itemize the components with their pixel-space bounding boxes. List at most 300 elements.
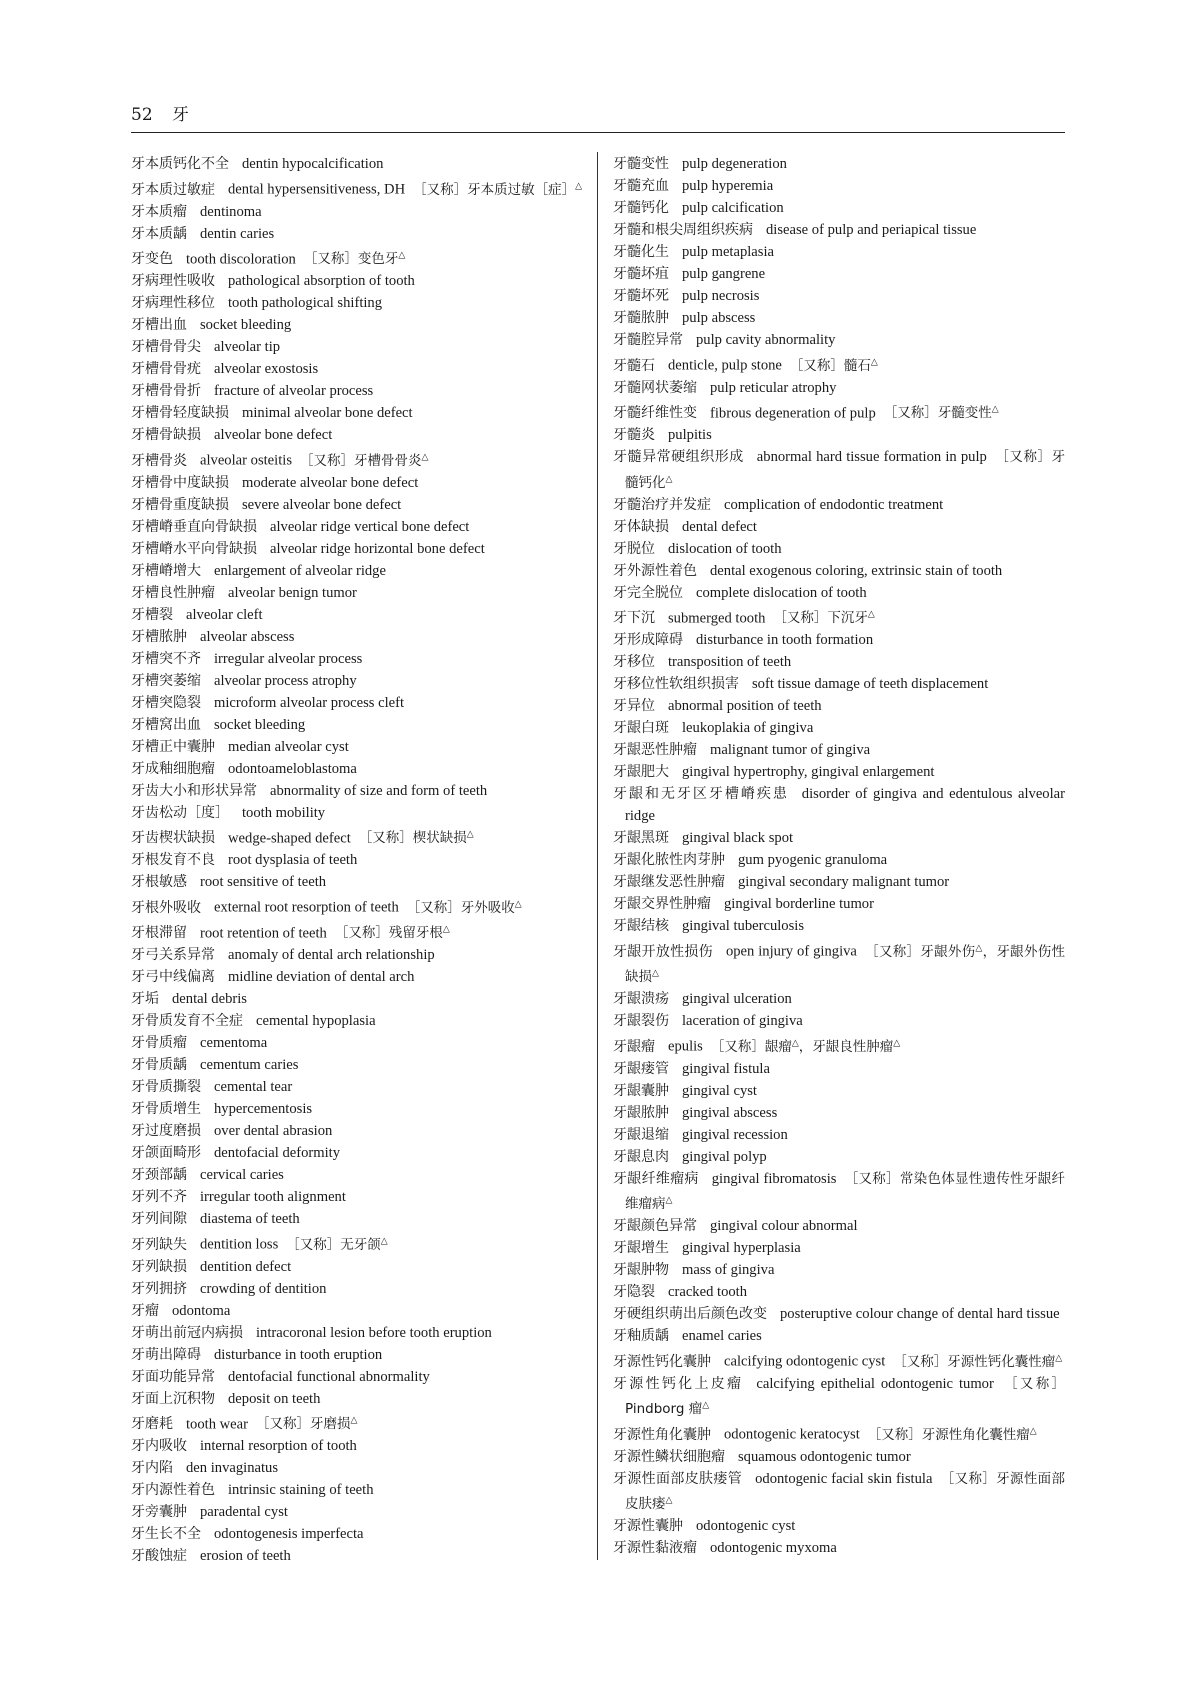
term-chinese: 牙列不齐 (131, 1189, 187, 1205)
glossary-entry (131, 175, 583, 201)
term-chinese: 牙移位 (613, 654, 655, 670)
term-chinese: 牙槽裂 (131, 606, 173, 623)
glossary-entry (131, 648, 583, 670)
term-english: dentin caries (200, 225, 275, 242)
glossary-entry (131, 402, 583, 424)
term-chinese: 牙面功能异常 (131, 1368, 215, 1385)
term-chinese: 牙源性鳞状细胞瘤 (613, 1448, 725, 1465)
glossary-entry (613, 1102, 1065, 1124)
term-chinese: 牙垢 (131, 991, 159, 1007)
term-chinese: 牙髓纤维性变 (613, 405, 697, 421)
term-english: cementum caries (200, 1057, 299, 1073)
term-english: hypercementosis (214, 1101, 313, 1117)
term-chinese: 牙骨质发育不全症 (131, 1013, 243, 1029)
glossary-entry (613, 1010, 1065, 1032)
term-chinese: 牙根滞留 (131, 925, 187, 941)
term-chinese: 牙齿大小和形状异常 (131, 782, 257, 799)
term-english: dentofacial deformity (214, 1145, 341, 1161)
term-chinese: 牙槽骨骨疣 (131, 361, 201, 377)
glossary-entry (131, 380, 583, 402)
glossary-entry (613, 1237, 1065, 1259)
page-number: 52 (131, 105, 153, 125)
glossary-entry (613, 516, 1065, 538)
term-chinese: 牙髓钙化 (613, 200, 669, 216)
page-header (131, 104, 1065, 133)
term-english: fracture of alveolar process (214, 383, 374, 399)
term-chinese: 牙本质龋 (131, 225, 187, 242)
term-english: calcifying epithelial odontogenic tumor (756, 1375, 994, 1392)
glossary-entry (131, 758, 583, 780)
term-english: tooth discoloration (186, 251, 296, 267)
glossary-entry (131, 472, 583, 494)
glossary-entry (131, 201, 583, 223)
glossary-entry (131, 893, 583, 919)
term-alias: ［又称］无牙颌△ (286, 1236, 388, 1253)
page-title: 牙 (172, 105, 190, 125)
glossary-entry (131, 692, 583, 714)
term-chinese: 牙龈继发恶性肿瘤 (613, 874, 725, 890)
term-english: alveolar exostosis (214, 361, 319, 377)
glossary-entry (613, 937, 1065, 988)
term-chinese: 牙龈白斑 (613, 720, 669, 736)
term-chinese: 牙髓坏死 (613, 288, 669, 304)
term-chinese: 牙龈化脓性肉芽肿 (613, 852, 725, 868)
term-chinese: 牙形成障碍 (613, 632, 683, 648)
term-chinese: 牙龈恶性肿瘤 (613, 742, 697, 758)
term-english: tooth mobility (242, 804, 326, 821)
term-chinese: 牙移位性软组织损害 (613, 676, 739, 692)
glossary-entry (613, 285, 1065, 307)
term-english: pulpitis (668, 427, 712, 443)
glossary-entry (613, 717, 1065, 739)
term-alias: ［又称］牙本质过敏［症］△ (413, 181, 583, 198)
term-chinese: 牙本质钙化不全 (131, 156, 229, 172)
glossary-entry (613, 351, 1065, 377)
term-chinese: 牙变色 (131, 251, 173, 267)
glossary-entry (613, 446, 1065, 494)
glossary-entry (613, 1446, 1065, 1468)
term-alias: ［又称］下沉牙△ (773, 609, 875, 626)
glossary-entry (131, 1054, 583, 1076)
term-chinese: 牙骨质龋 (131, 1057, 187, 1073)
term-english: gingival fibromatosis (711, 1170, 837, 1187)
glossary-entry (131, 1479, 583, 1501)
term-chinese: 牙生长不全 (131, 1526, 201, 1542)
glossary-entry (131, 1344, 583, 1366)
term-chinese: 牙颌面畸形 (131, 1145, 201, 1161)
term-chinese: 牙磨耗 (131, 1416, 173, 1432)
term-chinese: 牙弓中线偏离 (131, 969, 215, 985)
glossary-entry (613, 1325, 1065, 1347)
glossary-entry (131, 494, 583, 516)
term-chinese: 牙龈瘤 (613, 1038, 655, 1055)
term-english: disturbance in tooth formation (696, 632, 874, 648)
glossary-entry (131, 736, 583, 758)
term-chinese: 牙槽窝出血 (131, 716, 201, 733)
term-chinese: 牙弓关系异常 (131, 947, 215, 963)
term-english: root sensitive of teeth (200, 874, 327, 890)
glossary-entry (131, 1300, 583, 1322)
term-english: irregular alveolar process (214, 650, 363, 667)
term-chinese: 牙源性角化囊肿 (613, 1426, 711, 1443)
glossary-entry (131, 1523, 583, 1545)
term-english: dislocation of tooth (668, 540, 782, 557)
term-chinese: 牙髓石 (613, 357, 655, 374)
term-english: odontoma (172, 1302, 231, 1319)
glossary-entry (131, 802, 583, 824)
glossary-entry (613, 1537, 1065, 1559)
glossary-entry (131, 871, 583, 893)
term-english: posteruptive colour change of dental hard tissue (780, 1306, 1060, 1322)
term-chinese: 牙异位 (613, 698, 655, 714)
term-alias: ［又称］龈瘤△，牙龈良性肿瘤△ (710, 1038, 901, 1055)
term-chinese: 牙釉质龋 (613, 1328, 669, 1344)
term-chinese: 牙龈脓肿 (613, 1104, 669, 1121)
term-chinese: 牙齿松动［度］ (131, 804, 229, 821)
term-chinese: 牙成釉细胞瘤 (131, 760, 215, 777)
term-english: root retention of teeth (200, 925, 327, 941)
glossary-entry (613, 307, 1065, 329)
term-chinese: 牙髓坏疽 (613, 266, 669, 282)
glossary-entry (613, 1080, 1065, 1102)
term-english: malignant tumor of gingiva (710, 742, 871, 758)
term-chinese: 牙龈和无牙区牙槽嵴疾患 (613, 786, 789, 802)
term-english: odontogenesis imperfecta (214, 1526, 364, 1542)
term-chinese: 牙源性囊肿 (613, 1518, 683, 1534)
term-chinese: 牙颈部龋 (131, 1167, 187, 1183)
term-english: dentition loss (200, 1236, 279, 1253)
glossary-entry (613, 629, 1065, 651)
term-chinese: 牙列拥挤 (131, 1280, 187, 1297)
term-english: enamel caries (682, 1328, 762, 1344)
term-alias: ［又称］髓石△ (789, 357, 878, 374)
term-english: odontoameloblastoma (228, 760, 357, 777)
term-english: pathological absorption of tooth (228, 273, 415, 289)
glossary-entry (131, 358, 583, 380)
glossary-entry (131, 1322, 583, 1344)
glossary-entry (613, 1146, 1065, 1168)
glossary-entry (613, 329, 1065, 351)
term-chinese: 牙槽突萎缩 (131, 672, 201, 689)
term-chinese: 牙列缺损 (131, 1258, 187, 1275)
term-english: abnormality of size and form of teeth (270, 782, 488, 799)
term-alias: ［又称］牙源性钙化囊性瘤△ (893, 1353, 1063, 1370)
term-english: cervical caries (200, 1167, 284, 1183)
term-english: microform alveolar process cleft (214, 694, 405, 711)
term-chinese: 牙髓异常硬组织形成 (613, 449, 744, 465)
term-english: alveolar benign tumor (228, 584, 357, 601)
glossary-entry (613, 263, 1065, 285)
glossary-entry (131, 1142, 583, 1164)
term-english: complication of endodontic treatment (724, 496, 944, 513)
glossary-entry (131, 780, 583, 802)
glossary-entry (613, 871, 1065, 893)
term-chinese: 牙龈瘘管 (613, 1060, 669, 1077)
glossary-entry (131, 1230, 583, 1256)
term-chinese: 牙旁囊肿 (131, 1504, 187, 1520)
term-alias: ［又称］变色牙△ (303, 250, 406, 267)
term-chinese: 牙病理性移位 (131, 295, 215, 311)
term-english: dental hypersensitiveness, DH (228, 181, 406, 198)
term-english: gingival borderline tumor (724, 896, 874, 912)
glossary-entry (131, 824, 583, 850)
term-english: laceration of gingiva (682, 1013, 803, 1029)
glossary-entry (131, 424, 583, 446)
glossary-entry (131, 604, 583, 626)
glossary-entry (613, 915, 1065, 937)
glossary-entry (613, 560, 1065, 582)
term-english: minimal alveolar bone defect (242, 405, 413, 421)
term-english: moderate alveolar bone defect (242, 474, 419, 491)
glossary-entry (613, 1259, 1065, 1281)
term-chinese: 牙下沉 (613, 610, 655, 626)
term-english: dental defect (682, 518, 757, 535)
term-chinese: 牙髓化生 (613, 244, 669, 260)
glossary-entry (131, 626, 583, 648)
glossary-entry (131, 1501, 583, 1523)
glossary-entry (131, 1457, 583, 1479)
glossary-entry (131, 1366, 583, 1388)
term-english: over dental abrasion (214, 1123, 333, 1139)
term-chinese: 牙内吸收 (131, 1438, 187, 1454)
term-chinese: 牙槽脓肿 (131, 628, 187, 645)
term-english: enlargement of alveolar ridge (214, 562, 386, 579)
glossary-entry (131, 1388, 583, 1410)
term-english: disorder of gingiva and edentulous alveolar ridge (625, 786, 1065, 824)
term-chinese: 牙槽骨轻度缺损 (131, 405, 229, 421)
term-english: gingival colour abnormal (710, 1218, 858, 1234)
glossary-entry (613, 651, 1065, 673)
term-chinese: 牙硬组织萌出后颜色改变 (613, 1306, 767, 1322)
term-english: abnormal hard tissue formation in pulp (756, 449, 987, 465)
term-english: den invaginatus (186, 1460, 279, 1476)
glossary-entry (613, 783, 1065, 827)
term-chinese: 牙槽突不齐 (131, 650, 201, 667)
term-english: dental exogenous coloring, extrinsic stain of tooth (710, 562, 1003, 579)
term-english: gingival fistula (682, 1060, 770, 1077)
term-chinese: 牙槽骨缺损 (131, 427, 201, 443)
term-alias: ［又称］牙髓变性△ (883, 404, 999, 421)
term-alias: ［又称］常染色体显性遗传性牙龈纤维瘤病△ (625, 1170, 1066, 1212)
glossary-entry (131, 670, 583, 692)
term-english: gingival tuberculosis (682, 918, 805, 934)
glossary-entry (131, 1410, 583, 1436)
glossary-entry (131, 988, 583, 1010)
term-chinese: 牙髓和根尖周组织疾病 (613, 222, 753, 238)
glossary-entry (613, 538, 1065, 560)
term-english: pulp gangrene (682, 266, 766, 282)
term-chinese: 牙龈裂伤 (613, 1013, 669, 1029)
term-english: squamous odontogenic tumor (738, 1448, 911, 1465)
term-chinese: 牙本质瘤 (131, 203, 187, 220)
term-english: wedge-shaped defect (228, 830, 351, 846)
term-english: anomaly of dental arch relationship (228, 947, 435, 963)
term-english: open injury of gingiva (725, 943, 857, 960)
glossary-entry (613, 1032, 1065, 1058)
glossary-entry (131, 1010, 583, 1032)
term-english: pulp calcification (682, 200, 784, 216)
term-english: odontogenic keratocyst (724, 1426, 860, 1443)
glossary-entry (131, 314, 583, 336)
term-english: gingival hypertrophy, gingival enlargement (682, 764, 935, 780)
term-english: epulis (668, 1038, 703, 1055)
term-english: transposition of teeth (668, 654, 792, 670)
glossary-entry (613, 1468, 1065, 1516)
glossary-entry (613, 153, 1065, 175)
term-english: gingival abscess (682, 1104, 778, 1121)
term-chinese: 牙瘤 (131, 1302, 159, 1319)
glossary-entry (131, 966, 583, 988)
term-chinese: 牙列缺失 (131, 1236, 187, 1253)
term-english: alveolar osteitis (200, 452, 292, 469)
glossary-entry (131, 292, 583, 314)
term-english: socket bleeding (200, 317, 292, 333)
term-english: odontogenic facial skin fistula (755, 1470, 933, 1487)
glossary-entry (613, 197, 1065, 219)
term-english: cracked tooth (668, 1284, 748, 1300)
term-chinese: 牙龈开放性损伤 (613, 943, 713, 960)
term-english: pulp necrosis (682, 288, 760, 304)
term-english: gingival ulceration (682, 991, 792, 1007)
glossary-entry (131, 714, 583, 736)
term-alias: ［又称］牙磨损△ (256, 1415, 358, 1432)
term-chinese: 牙龈增生 (613, 1240, 669, 1256)
term-chinese: 牙槽骨骨尖 (131, 339, 201, 355)
term-english: alveolar ridge horizontal bone defect (270, 540, 485, 557)
glossary-entry (613, 1347, 1065, 1373)
term-english: cemental tear (214, 1079, 293, 1095)
term-chinese: 牙源性黏液瘤 (613, 1540, 697, 1556)
term-english: diastema of teeth (200, 1211, 300, 1227)
term-chinese: 牙过度磨损 (131, 1123, 201, 1139)
term-english: gingival cyst (682, 1082, 757, 1099)
term-english: odontogenic cyst (696, 1518, 796, 1534)
term-chinese: 牙龈肥大 (613, 764, 669, 780)
term-english: alveolar process atrophy (214, 672, 357, 689)
term-english: dentinoma (200, 203, 262, 220)
term-chinese: 牙源性钙化上皮瘤 (613, 1375, 744, 1392)
glossary-entry (613, 241, 1065, 263)
term-chinese: 牙槽骨重度缺损 (131, 496, 229, 513)
term-chinese: 牙本质过敏症 (131, 181, 215, 198)
term-chinese: 牙齿楔状缺损 (131, 830, 215, 846)
glossary-entry (131, 1076, 583, 1098)
term-chinese: 牙髓炎 (613, 427, 655, 443)
glossary-entry (131, 560, 583, 582)
glossary-entry (613, 1058, 1065, 1080)
term-chinese: 牙髓变性 (613, 156, 669, 172)
term-english: alveolar cleft (186, 606, 263, 623)
term-chinese: 牙根外吸收 (131, 899, 201, 916)
term-chinese: 牙髓治疗并发症 (613, 496, 711, 513)
term-chinese: 牙根敏感 (131, 874, 187, 890)
term-english: cemental hypoplasia (256, 1013, 376, 1029)
term-english: leukoplakia of gingiva (682, 720, 814, 736)
term-chinese: 牙龈交界性肿瘤 (613, 896, 711, 912)
term-chinese: 牙槽突隐裂 (131, 694, 201, 711)
glossary-entry (613, 175, 1065, 197)
term-english: cementoma (200, 1035, 268, 1051)
glossary-entry (613, 1281, 1065, 1303)
glossary-entry (613, 1168, 1065, 1216)
glossary-entry (613, 739, 1065, 761)
term-english: pulp degeneration (682, 156, 787, 172)
term-chinese: 牙槽嵴水平向骨缺损 (131, 540, 257, 557)
term-chinese: 牙龈退缩 (613, 1126, 669, 1143)
term-alias: ［又称］牙源性角化囊性瘤△ (867, 1426, 1037, 1443)
term-chinese: 牙槽嵴增大 (131, 562, 201, 579)
term-english: crowding of dentition (200, 1280, 327, 1297)
term-chinese: 牙髓脓肿 (613, 310, 669, 326)
term-english: gingival secondary malignant tumor (738, 874, 950, 890)
term-english: tooth wear (186, 1416, 249, 1432)
term-chinese: 牙体缺损 (613, 518, 669, 535)
term-chinese: 牙槽出血 (131, 317, 187, 333)
term-chinese: 牙内陷 (131, 1460, 173, 1476)
glossary-entry (131, 153, 583, 175)
term-english: complete dislocation of tooth (696, 584, 867, 601)
term-alias: ［又称］牙龈外伤△，牙龈外伤性缺损△ (625, 943, 1066, 985)
term-chinese: 牙骨质瘤 (131, 1035, 187, 1051)
term-english: internal resorption of tooth (200, 1438, 357, 1454)
term-english: gingival recession (682, 1126, 788, 1143)
term-chinese: 牙龈息肉 (613, 1148, 669, 1165)
term-english: deposit on teeth (228, 1390, 321, 1407)
term-chinese: 牙源性钙化囊肿 (613, 1353, 711, 1370)
term-chinese: 牙源性面部皮肤瘘管 (613, 1470, 743, 1487)
glossary-entry (613, 1215, 1065, 1237)
term-english: disturbance in tooth eruption (214, 1346, 383, 1363)
term-chinese: 牙槽良性肿瘤 (131, 584, 215, 601)
term-chinese: 牙龈囊肿 (613, 1082, 669, 1099)
term-chinese: 牙槽骨骨折 (131, 383, 201, 399)
glossary-entry (613, 761, 1065, 783)
glossary-entry (131, 538, 583, 560)
term-english: soft tissue damage of teeth displacement (752, 676, 989, 692)
term-chinese: 牙槽骨中度缺损 (131, 474, 229, 491)
term-chinese: 牙龈肿物 (613, 1262, 669, 1278)
term-chinese: 牙龈溃疡 (613, 991, 669, 1007)
glossary-entry (131, 849, 583, 871)
term-english: tooth pathological shifting (228, 295, 383, 311)
term-english: dentition defect (200, 1258, 292, 1275)
glossary-entry (613, 399, 1065, 425)
term-chinese: 牙面上沉积物 (131, 1390, 215, 1407)
glossary-entry (131, 245, 583, 271)
glossary-entry (613, 849, 1065, 871)
term-english: pulp reticular atrophy (710, 379, 837, 396)
term-alias: ［又称］牙源性面部皮肤瘘△ (625, 1470, 1066, 1512)
glossary-entry (131, 944, 583, 966)
term-chinese: 牙髓充血 (613, 178, 669, 194)
term-chinese: 牙槽嵴垂直向骨缺损 (131, 518, 257, 535)
glossary-entry (131, 1208, 583, 1230)
term-chinese: 牙完全脱位 (613, 584, 683, 601)
glossary-entry (131, 1545, 583, 1567)
term-english: odontogenic myxoma (710, 1540, 837, 1556)
term-english: alveolar abscess (200, 628, 295, 645)
term-chinese: 牙内源性着色 (131, 1482, 215, 1498)
glossary-entry (131, 336, 583, 358)
glossary-entry (131, 446, 583, 472)
term-english: root dysplasia of teeth (228, 852, 358, 868)
column-divider (597, 152, 598, 1560)
glossary-entry (613, 893, 1065, 915)
right-column (613, 153, 1065, 1559)
term-english: intrinsic staining of teeth (228, 1482, 374, 1498)
term-english: calcifying odontogenic cyst (724, 1353, 886, 1370)
term-english: gingival polyp (682, 1148, 767, 1165)
